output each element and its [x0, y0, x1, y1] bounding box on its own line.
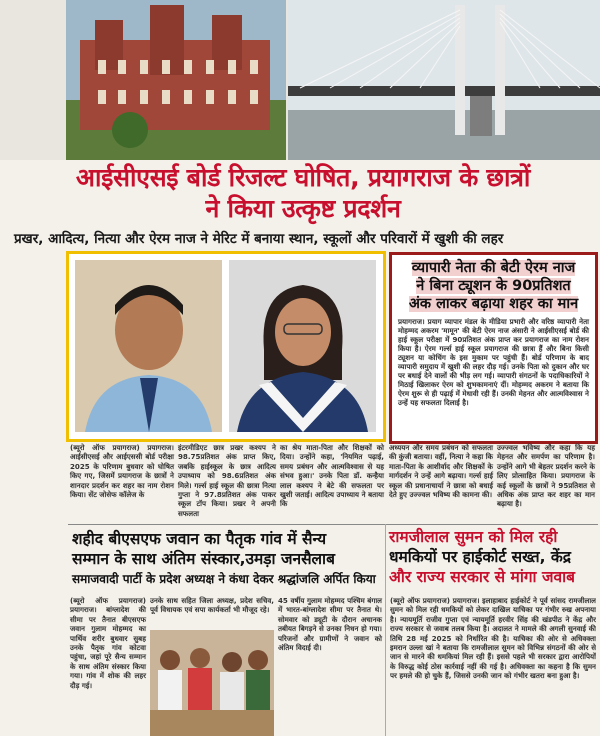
student-photo-boy [75, 260, 222, 432]
column-divider [385, 524, 386, 736]
banner-illustration [0, 0, 606, 160]
sidebox-title [396, 259, 591, 313]
article1-col-2: इंटरमीडिएट छात्र प्रखर कश्यप ने 98.75प्रतिशत अंक प्राप्त किए, जबकि हाईस्कूल के छात्र आदित्य उपाध्याय को 98.6प्रतिशत अंक मिले। गर्ल्स हाई स्कूल की छात्रा नित्या गुप्ता ने 97.8प्रतिशत अंक पाकर स्कूल टॉप किया। प्रखर ने अपनी सफलता [178, 443, 276, 518]
pylon-right [495, 5, 505, 135]
article1-col-1: (ब्यूरो ऑफ प्रयागराज) प्रयागराज। आईसीएसई और आईएससी बोर्ड परीक्षा 2025 के परिणाम बुधवार को घोषित किए गए, जिसमें प्रयागराज के छात्रों ने शानदार प्रदर्शन कर शहर का नाम रोशन किया। सेंट जोसेफ कॉलेज के [70, 443, 174, 500]
subheadline: प्रखर, आदित्य, नित्या और ऐरम नाज ने मेरिट में बनाया स्थान, स्कूलों और परिवारों में खुशी की लहर [14, 231, 504, 247]
sidebox-article [389, 252, 598, 444]
article3-headline-line-1: रामजीलाल सुमन को मिल रही [389, 528, 558, 546]
pylon-left [455, 5, 465, 135]
page-edge [600, 0, 606, 736]
tree [112, 112, 148, 148]
article3-headline [389, 527, 601, 587]
article2-headline-line-1: शहीद बीएसएफ जवान का पैतृक गांव में सैन्य [72, 530, 327, 548]
article2-subline: समाजवादी पार्टी के प्रदेश अध्यक्ष ने कंधा देकर श्रद्धांजलि अर्पित किया [72, 572, 376, 586]
student-photo-girl [229, 260, 376, 432]
sidebox-title-line-1: व्यापारी नेता की बेटी ऐरम नाज [411, 260, 576, 276]
article1-col-3: का श्रेय माता-पिता और शिक्षकों को दिया। उन्होंने कहा, 'नियमित पढ़ाई, समय प्रबंधन और आत्मविश्वास से यह संभव हुआ।' उनके पिता डॉ. कन्हैया लाल कश्यप ने बेटे की सफलता पर खुशी जताई। आदित्य उपाध्याय ने बताया कि [280, 443, 384, 509]
article3-headline-line-2: धमकियों पर हाईकोर्ट सख्त, केंद्र [389, 548, 572, 566]
section-divider [68, 524, 598, 525]
bridge-pier [470, 96, 492, 136]
article3-headline-line-3: और राज्य सरकार से मांगा जवाब [389, 568, 575, 586]
article2-col-2: उनके साथ सहित जिला अध्यक्ष, प्रदेश सचिव, पूर्व विधायक एवं सपा कार्यकर्ता भी मौजूद रहे। [150, 596, 274, 615]
student-photos [66, 251, 386, 442]
river [288, 110, 606, 160]
article2-col-3: 45 वर्षीय गुलाम मोहम्मद पश्चिम बंगाल में भारत-बांग्लादेश सीमा पर तैनात थे। सोमवार को ड्यूटी के दौरान अचानक तबीयत बिगड़ने से उनका निधन हो गया। परिजनों और ग्रामीणों ने जवान को अंतिम विदाई दी। [278, 596, 382, 653]
banner-photo-strip [0, 0, 606, 160]
sidebox-title-line-3: अंक लाकर बढ़ाया शहर का मान [408, 296, 579, 312]
article3-body: (ब्यूरो ऑफ प्रयागराज) प्रयागराज। इलाहाबाद हाईकोर्ट ने पूर्व सांसद रामजीलाल सुमन को मिल रही धमकियों को लेकर दाखिल याचिका पर गंभीर रुख अपनाया है। न्यायमूर्ति राजीव गुप्ता एवं न्यायमूर्ति हरवीर सिंह की खंडपीठ ने केंद्र और राज्य सरकार से जवाब तलब किया है। अदालत ने मामले की अगली सुनवाई की तिथि 28 मई 2025 को निर्धारित की है। याचिका की ओर से अधिवक्ता इमरान उल्ला खां ने बताया कि रामजीलाल सुमन को विभिन्न संगठनों की ओर से जान से मारने की धमकियां मिल रही हैं। इससे पहले भी सरकार द्वारा आरोपियों के विरुद्ध कोई ठोस कार्रवाई नहीं की गई है। अधिवक्ता का कहना है कि सुमन पर हमले की हो चुके हैं, जिससे उनकी जान को गंभीर खतरा बना हुआ है। [390, 596, 596, 681]
article2-col-1: (ब्यूरो ऑफ प्रयागराज) प्रयागराज। बांग्लादेश की सीमा पर तैनात बीएसएफ जवान गुलाम मोहम्मद का पार्थिव शरीर बुधवार सुबह उनके पैतृक गांव कोटवा पहुंचा, जहां पूरे सैन्य सम्मान के साथ अंतिम संस्कार किया गया। गांव में शोक की लहर दौड़ गई। [70, 596, 146, 690]
funeral-crowd-photo [150, 630, 274, 736]
article1-col-4: अध्ययन और समय प्रबंधन को सफलता की कुंजी बताया। वहीं, नित्या ने कहा कि माता-पिता के आशीर्वाद और शिक्षकों के मार्गदर्शन ने उन्हें आगे बढ़ाया। गर्ल्स हाई स्कूल की प्रधानाचार्या ने छात्रा को बधाई देते हुए उज्ज्वल भविष्य की कामना की। [389, 443, 493, 500]
article1-col-5: उज्ज्वल भविष्य और कहा कि यह मेहनत और समर्पण का परिणाम है। उन्होंने आगे भी बेहतर प्रदर्शन करने के लिए प्रोत्साहित किया। प्रयागराज के कई स्कूलों के छात्रों ने 95प्रतिशत से अधिक अंक प्राप्त कर शहर का मान बढ़ाया है। [497, 443, 595, 509]
sidebox-body: प्रयागराज। प्रयाग व्यापार मंडल के मीडिया प्रभारी और वरिष्ठ व्यापारी नेता मोहम्मद अकरम 'मामून' की बेटी ऐरम नाज अंसारी ने आईसीएसई बोर्ड की हाई स्कूल परीक्षा में 90प्रतिशत अंक प्राप्त कर प्रयागराज का नाम रोशन किया है। ऐरम गर्ल्स हाई स्कूल प्रयागराज की छात्रा हैं और बिना किसी ट्यूशन या कोचिंग के इस मुकाम पर पहुंची हैं। बोर्ड परिणाम के बाद व्यापारी समुदाय में खुशी की लहर दौड़ गई। उनके पिता को दुकान और घर पर बधाई देने वालों की भीड़ लग गई। व्यापारी संगठनों के पदाधिकारियों ने मिठाई खिलाकर ऐरम को शुभकामनाएं दीं। मोहम्मद अकरम ने बताया कि ऐरम शुरू से ही पढ़ाई में मेधावी रही हैं। उनकी मेहनत और आत्मविश्वास ने उन्हें यह सफलता दिलाई है। [398, 317, 589, 407]
tower-right [212, 15, 242, 70]
article2-headline [72, 529, 382, 587]
sidebox-title-line-2: ने बिना ट्यूशन के 90प्रतिशत [416, 278, 571, 294]
headline-line-2: ने किया उत्कृष्ट प्रदर्शन [205, 194, 401, 223]
bridge-deck [288, 86, 606, 96]
main-headline [8, 162, 598, 224]
headline-line-1: आईसीएसई बोर्ड रिजल्ट घोषित, प्रयागराज के छात्रों [75, 163, 531, 192]
article2-headline-line-2: सम्मान के साथ अंतिम संस्कार,उमड़ा जनसैलाब [72, 550, 335, 568]
